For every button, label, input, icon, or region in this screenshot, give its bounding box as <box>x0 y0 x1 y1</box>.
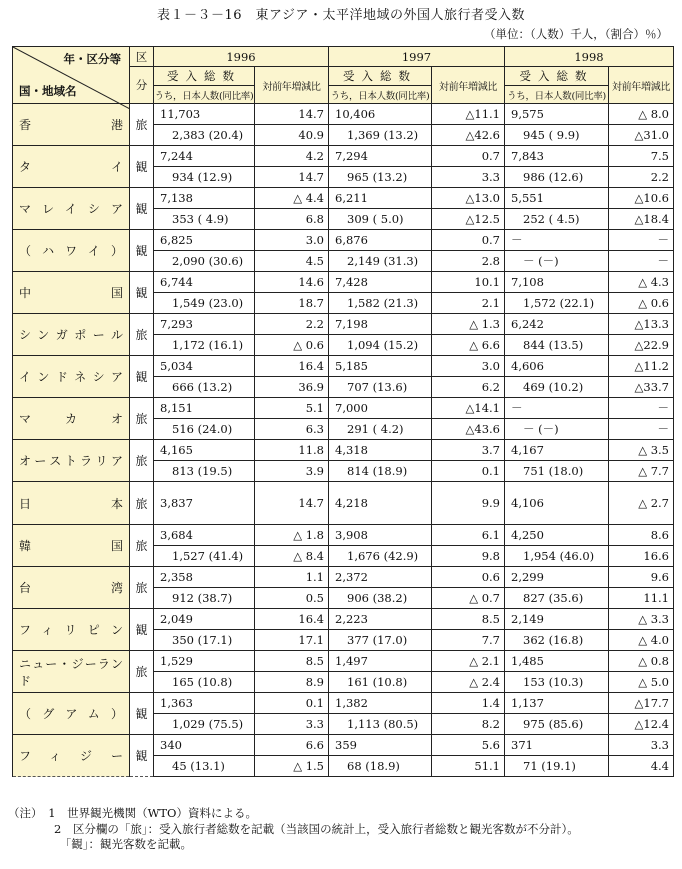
japan-value: 1,582 (21.3) <box>329 293 432 314</box>
yoy-value: △ 4.3 <box>609 272 674 293</box>
kubun-header-bottom: 分 <box>130 67 154 104</box>
yoy-value: 0.7 <box>432 230 505 251</box>
japan-value: 751 (18.0) <box>505 461 609 482</box>
country-name: タイ <box>13 146 130 188</box>
japan-value: 2,090 (30.6) <box>154 251 255 272</box>
country-name: ニュー・ジーランド <box>13 651 130 693</box>
japan-yoy-value: 3.3 <box>432 167 505 188</box>
year-header: 1998 <box>505 47 674 67</box>
japan-yoy-value: 2.1 <box>432 293 505 314</box>
total-value: 1,497 <box>329 651 432 672</box>
japan-value: 252 ( 4.5) <box>505 209 609 230</box>
yoy-value: 1.4 <box>432 693 505 714</box>
kubun-cell: 観 <box>130 146 154 188</box>
table-row <box>13 651 674 672</box>
table-row <box>13 693 674 714</box>
total-value: － <box>505 230 609 251</box>
japan-yoy-value: 4.5 <box>255 251 329 272</box>
table-row <box>13 314 674 335</box>
table-row <box>13 230 674 251</box>
japan-yoy-value: 6.3 <box>255 419 329 440</box>
japan-yoy-value: △ 8.4 <box>255 546 329 567</box>
total-value: 7,000 <box>329 398 432 419</box>
yoy-value: 14.7 <box>255 482 329 525</box>
footnote: 「観」：観光客数を記載。 <box>8 837 192 851</box>
country-name: 日本 <box>13 482 130 525</box>
japan-yoy-value: 36.9 <box>255 377 329 398</box>
yoy-value: 0.7 <box>432 146 505 167</box>
total-value: 6,211 <box>329 188 432 209</box>
kubun-cell: 旅 <box>130 440 154 482</box>
yoy-value: 16.4 <box>255 356 329 377</box>
total-value: 4,250 <box>505 525 609 546</box>
total-value: 4,165 <box>154 440 255 461</box>
japan-value: 1,029 (75.5) <box>154 714 255 735</box>
total-value: 2,223 <box>329 609 432 630</box>
total-value: 5,551 <box>505 188 609 209</box>
table-row <box>13 609 674 630</box>
total-value: 4,106 <box>505 482 609 525</box>
total-value: 4,318 <box>329 440 432 461</box>
japan-yoy-value: 3.3 <box>255 714 329 735</box>
kubun-cell: 旅 <box>130 567 154 609</box>
japan-value: 1,369 (13.2) <box>329 125 432 146</box>
yoy-value: △10.6 <box>609 188 674 209</box>
yoy-value: 0.6 <box>432 567 505 588</box>
table-row <box>13 525 674 546</box>
japan-yoy-value: 3.9 <box>255 461 329 482</box>
total-value: 4,167 <box>505 440 609 461</box>
footnote: （注） 1 世界観光機関（WTO）資料による。 <box>8 806 257 820</box>
total-value: 340 <box>154 735 255 756</box>
japan-label: うち，日本人数(同比率) <box>154 86 255 104</box>
yoy-value: △ 0.8 <box>609 651 674 672</box>
japan-value: 1,549 (23.0) <box>154 293 255 314</box>
total-value: 4,606 <box>505 356 609 377</box>
yoy-value: 8.6 <box>609 525 674 546</box>
japan-value: － (－) <box>505 419 609 440</box>
total-value: 7,843 <box>505 146 609 167</box>
yoy-value: 9.9 <box>432 482 505 525</box>
japan-value: 309 ( 5.0) <box>329 209 432 230</box>
japan-value: 71 (19.1) <box>505 756 609 777</box>
yoy-value: △ 8.0 <box>609 104 674 125</box>
yoy-value: 9.6 <box>609 567 674 588</box>
yoy-value: 8.5 <box>432 609 505 630</box>
total-value: 3,908 <box>329 525 432 546</box>
japan-value: 707 (13.6) <box>329 377 432 398</box>
country-name: （ハワイ） <box>13 230 130 272</box>
yoy-value: 7.5 <box>609 146 674 167</box>
yoy-value: 3.7 <box>432 440 505 461</box>
japan-yoy-value: △ 5.0 <box>609 672 674 693</box>
japan-value: 2,149 (31.3) <box>329 251 432 272</box>
footnotes <box>8 806 579 853</box>
japan-label: うち，日本人数(同比率) <box>329 86 432 104</box>
country-name: シンガポール <box>13 314 130 356</box>
total-value: 1,363 <box>154 693 255 714</box>
japan-value: 1,094 (15.2) <box>329 335 432 356</box>
japan-value: 912 (38.7) <box>154 588 255 609</box>
yoy-value: △14.1 <box>432 398 505 419</box>
country-name: 中国 <box>13 272 130 314</box>
yoy-value: △ 3.3 <box>609 609 674 630</box>
japan-value: 844 (13.5) <box>505 335 609 356</box>
japan-yoy-value: △33.7 <box>609 377 674 398</box>
kubun-cell: 旅 <box>130 482 154 525</box>
yoy-value: 14.7 <box>255 104 329 125</box>
japan-yoy-value: 14.7 <box>255 167 329 188</box>
japan-yoy-value: △12.5 <box>432 209 505 230</box>
kubun-header-top: 区 <box>130 47 154 67</box>
japan-value: 353 ( 4.9) <box>154 209 255 230</box>
japan-value: 986 (12.6) <box>505 167 609 188</box>
japan-value: 165 (10.8) <box>154 672 255 693</box>
japan-yoy-value: 11.1 <box>609 588 674 609</box>
total-value: 2,049 <box>154 609 255 630</box>
yoy-value: △13.3 <box>609 314 674 335</box>
japan-value: 68 (18.9) <box>329 756 432 777</box>
kubun-cell: 旅 <box>130 525 154 567</box>
japan-value: 965 (13.2) <box>329 167 432 188</box>
yoy-value: △ 3.5 <box>609 440 674 461</box>
yoy-value: 3.3 <box>609 735 674 756</box>
japan-value: 814 (18.9) <box>329 461 432 482</box>
japan-value: 1,954 (46.0) <box>505 546 609 567</box>
yoy-value: △ 1.3 <box>432 314 505 335</box>
japan-yoy-value: 9.8 <box>432 546 505 567</box>
country-name: マカオ <box>13 398 130 440</box>
japan-yoy-value: 4.4 <box>609 756 674 777</box>
japan-value: 1,113 (80.5) <box>329 714 432 735</box>
yoy-value: 8.5 <box>255 651 329 672</box>
country-name: 香港 <box>13 104 130 146</box>
kubun-cell: 観 <box>130 735 154 777</box>
country-name: フィリピン <box>13 609 130 651</box>
japan-yoy-value: △42.6 <box>432 125 505 146</box>
japan-value: 975 (85.6) <box>505 714 609 735</box>
japan-label: うち，日本人数(同比率) <box>505 86 609 104</box>
japan-yoy-value: 16.6 <box>609 546 674 567</box>
total-value: 10,406 <box>329 104 432 125</box>
total-value: 359 <box>329 735 432 756</box>
total-value: 11,703 <box>154 104 255 125</box>
yoy-value: 2.2 <box>255 314 329 335</box>
yoy-value: 14.6 <box>255 272 329 293</box>
kubun-cell: 観 <box>130 230 154 272</box>
japan-yoy-value: △43.6 <box>432 419 505 440</box>
kubun-cell: 観 <box>130 609 154 651</box>
japan-yoy-value: 2.8 <box>432 251 505 272</box>
total-label: 受入総数 <box>329 67 432 86</box>
yoy-value: △ 2.7 <box>609 482 674 525</box>
yoy-value: 0.1 <box>255 693 329 714</box>
yoy-value: △11.2 <box>609 356 674 377</box>
japan-value: 1,572 (22.1) <box>505 293 609 314</box>
japan-yoy-value: 7.7 <box>432 630 505 651</box>
yoy-value: 1.1 <box>255 567 329 588</box>
corner-bottom-label: 国・地域名 <box>19 84 77 98</box>
yoy-label: 対前年増減比 <box>609 67 674 104</box>
country-name: オーストラリア <box>13 440 130 482</box>
kubun-cell: 旅 <box>130 651 154 693</box>
total-value: 2,372 <box>329 567 432 588</box>
yoy-value: 3.0 <box>432 356 505 377</box>
japan-yoy-value: － <box>609 419 674 440</box>
total-value: 1,485 <box>505 651 609 672</box>
yoy-value: △ 2.1 <box>432 651 505 672</box>
total-value: 2,149 <box>505 609 609 630</box>
table-row <box>13 735 674 756</box>
unit-note: （単位：（人数）千人，（割合）％） <box>484 27 668 41</box>
total-value: 1,137 <box>505 693 609 714</box>
table-row <box>13 272 674 293</box>
yoy-value: 5.1 <box>255 398 329 419</box>
yoy-value: 6.6 <box>255 735 329 756</box>
total-value: － <box>505 398 609 419</box>
total-label: 受入総数 <box>154 67 255 86</box>
japan-yoy-value: △ 2.4 <box>432 672 505 693</box>
yoy-value: － <box>609 398 674 419</box>
japan-yoy-value: △18.4 <box>609 209 674 230</box>
yoy-value: 3.0 <box>255 230 329 251</box>
japan-value: 945 ( 9.9) <box>505 125 609 146</box>
total-value: 4,218 <box>329 482 432 525</box>
japan-value: 161 (10.8) <box>329 672 432 693</box>
japan-value: 827 (35.6) <box>505 588 609 609</box>
japan-value: 1,527 (41.4) <box>154 546 255 567</box>
japan-yoy-value: 51.1 <box>432 756 505 777</box>
japan-value: 2,383 (20.4) <box>154 125 255 146</box>
yoy-value: 16.4 <box>255 609 329 630</box>
japan-value: 813 (19.5) <box>154 461 255 482</box>
japan-yoy-value: △31.0 <box>609 125 674 146</box>
japan-value: 291 ( 4.2) <box>329 419 432 440</box>
kubun-cell: 旅 <box>130 314 154 356</box>
kubun-cell: 観 <box>130 356 154 398</box>
country-name: インドネシア <box>13 356 130 398</box>
table-row <box>13 146 674 167</box>
total-value: 7,294 <box>329 146 432 167</box>
japan-value: 45 (13.1) <box>154 756 255 777</box>
total-value: 7,108 <box>505 272 609 293</box>
yoy-value: 4.2 <box>255 146 329 167</box>
total-value: 6,744 <box>154 272 255 293</box>
japan-yoy-value: △ 6.6 <box>432 335 505 356</box>
table-row <box>13 440 674 461</box>
japan-yoy-value: 0.1 <box>432 461 505 482</box>
japan-yoy-value: 2.2 <box>609 167 674 188</box>
corner-header <box>13 47 130 104</box>
japan-yoy-value: 17.1 <box>255 630 329 651</box>
total-value: 1,529 <box>154 651 255 672</box>
kubun-cell: 観 <box>130 693 154 735</box>
yoy-value: 5.6 <box>432 735 505 756</box>
japan-yoy-value: △22.9 <box>609 335 674 356</box>
yoy-value: 10.1 <box>432 272 505 293</box>
japan-value: 350 (17.1) <box>154 630 255 651</box>
total-value: 8,151 <box>154 398 255 419</box>
japan-value: 906 (38.2) <box>329 588 432 609</box>
japan-yoy-value: 40.9 <box>255 125 329 146</box>
yoy-label: 対前年増減比 <box>432 67 505 104</box>
japan-yoy-value: 6.8 <box>255 209 329 230</box>
japan-yoy-value: △ 0.7 <box>432 588 505 609</box>
table-row <box>13 188 674 209</box>
yoy-label: 対前年増減比 <box>255 67 329 104</box>
table-row <box>13 398 674 419</box>
total-value: 6,242 <box>505 314 609 335</box>
kubun-cell: 旅 <box>130 104 154 146</box>
total-value: 6,825 <box>154 230 255 251</box>
japan-yoy-value: 8.2 <box>432 714 505 735</box>
total-value: 9,575 <box>505 104 609 125</box>
kubun-cell: 観 <box>130 272 154 314</box>
total-value: 6,876 <box>329 230 432 251</box>
japan-yoy-value: △12.4 <box>609 714 674 735</box>
corner-top-label: 年・区分等 <box>63 52 121 66</box>
year-header: 1997 <box>329 47 505 67</box>
yoy-value: △11.1 <box>432 104 505 125</box>
total-value: 2,358 <box>154 567 255 588</box>
table-row <box>13 482 674 525</box>
japan-yoy-value: 0.5 <box>255 588 329 609</box>
table-row <box>13 356 674 377</box>
total-value: 1,382 <box>329 693 432 714</box>
total-value: 2,299 <box>505 567 609 588</box>
japan-value: 362 (16.8) <box>505 630 609 651</box>
japan-value: － (－) <box>505 251 609 272</box>
country-name: 韓国 <box>13 525 130 567</box>
total-value: 3,837 <box>154 482 255 525</box>
year-header: 1996 <box>154 47 329 67</box>
total-value: 7,138 <box>154 188 255 209</box>
yoy-value: － <box>609 230 674 251</box>
table-body <box>13 104 674 777</box>
yoy-value: 6.1 <box>432 525 505 546</box>
japan-value: 516 (24.0) <box>154 419 255 440</box>
yoy-value: 11.8 <box>255 440 329 461</box>
japan-yoy-value: △ 0.6 <box>255 335 329 356</box>
japan-value: 1,676 (42.9) <box>329 546 432 567</box>
footnote: 2 区分欄の「旅」：受入旅行者総数を記載（当該国の統計上，受入旅行者総数と観光客数が不分計）。 <box>8 821 579 836</box>
japan-yoy-value: 6.2 <box>432 377 505 398</box>
country-name: 台湾 <box>13 567 130 609</box>
table-row <box>13 567 674 588</box>
total-value: 7,293 <box>154 314 255 335</box>
japan-yoy-value: 18.7 <box>255 293 329 314</box>
yoy-value: △13.0 <box>432 188 505 209</box>
total-value: 5,185 <box>329 356 432 377</box>
japan-yoy-value: △ 0.6 <box>609 293 674 314</box>
kubun-cell: 旅 <box>130 398 154 440</box>
japan-value: 469 (10.2) <box>505 377 609 398</box>
yoy-value: △ 1.8 <box>255 525 329 546</box>
japan-yoy-value: 8.9 <box>255 672 329 693</box>
total-value: 7,198 <box>329 314 432 335</box>
total-value: 3,684 <box>154 525 255 546</box>
yoy-value: △17.7 <box>609 693 674 714</box>
kubun-cell: 観 <box>130 188 154 230</box>
total-value: 7,244 <box>154 146 255 167</box>
japan-value: 377 (17.0) <box>329 630 432 651</box>
japan-value: 1,172 (16.1) <box>154 335 255 356</box>
table-title: 表１－３－16 東アジア・太平洋地域の外国人旅行者受入数 <box>156 8 526 23</box>
japan-yoy-value: △ 1.5 <box>255 756 329 777</box>
data-table <box>12 46 674 777</box>
japan-yoy-value: △ 4.0 <box>609 630 674 651</box>
japan-yoy-value: － <box>609 251 674 272</box>
country-name: フィジー <box>13 735 130 777</box>
total-label: 受入総数 <box>505 67 609 86</box>
total-value: 5,034 <box>154 356 255 377</box>
country-name: （グアム） <box>13 693 130 735</box>
japan-value: 666 (13.2) <box>154 377 255 398</box>
japan-yoy-value: △ 7.7 <box>609 461 674 482</box>
country-name: マレイシア <box>13 188 130 230</box>
japan-value: 934 (12.9) <box>154 167 255 188</box>
yoy-value: △ 4.4 <box>255 188 329 209</box>
total-value: 371 <box>505 735 609 756</box>
japan-value: 153 (10.3) <box>505 672 609 693</box>
total-value: 7,428 <box>329 272 432 293</box>
